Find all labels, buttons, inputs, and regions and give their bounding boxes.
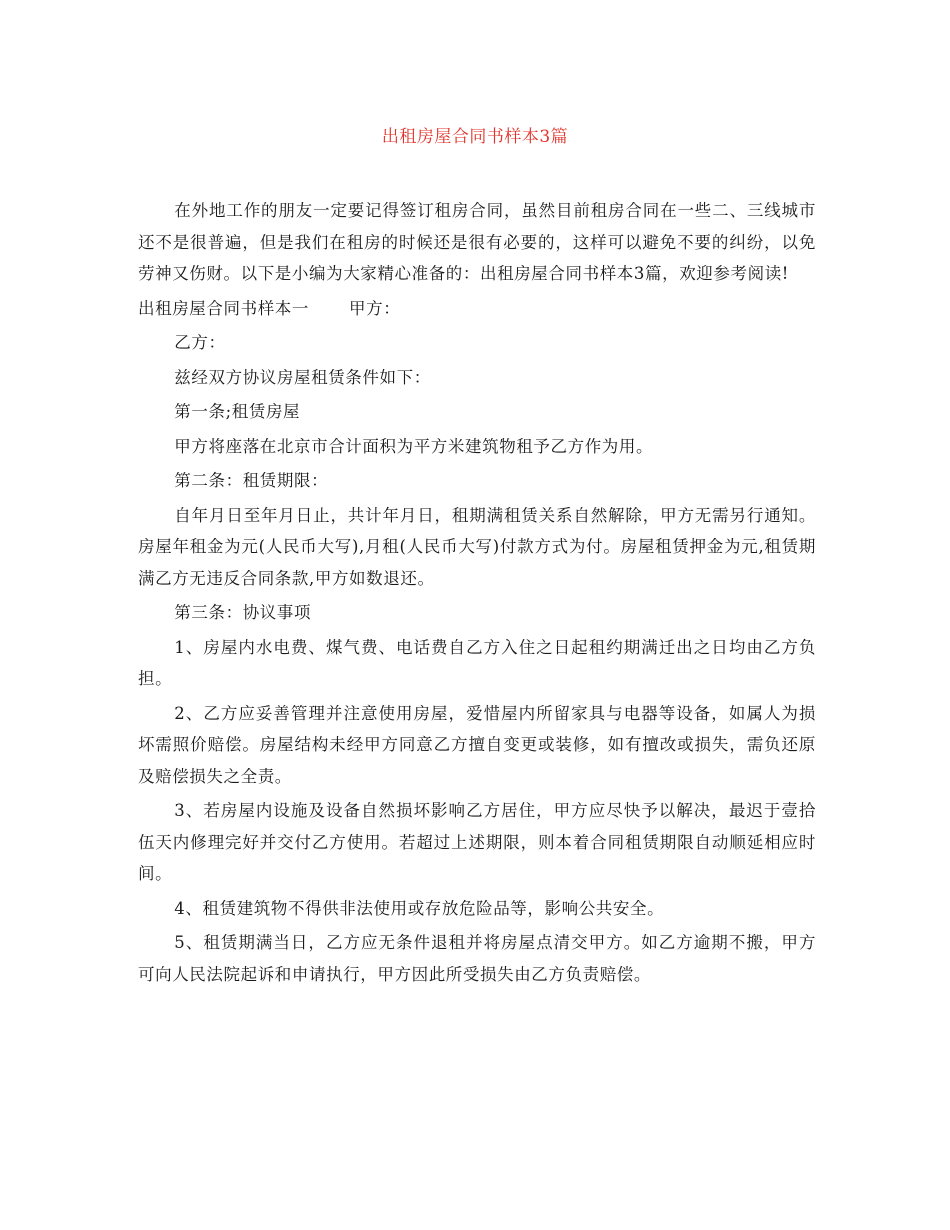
intro-paragraph: 在外地工作的朋友一定要记得签订租房合同，虽然目前租房合同在一些二、三线城市还不是很普遍，但是我们在租房的时候还是很有必要的，这样可以避免不要的纠纷，以免劳神又伤财。以下是小编为大家精心准备的：出租房屋合同书样本3篇，欢迎参考阅读! [138, 201, 816, 283]
agreement-intro: 兹经双方协议房屋租赁条件如下： [174, 367, 431, 387]
document-body [138, 195, 816, 993]
article3-item-2: 2、乙方应妥善管理并注意使用房屋，爱惜屋内所留家具与电器等设备，如属人为损坏需照价赔偿。房屋结构未经甲方同意乙方擅自变更或装修，如有擅改或损失，需负还原及赔偿损失之全责。 [138, 703, 816, 786]
party-b-label: 乙方： [174, 333, 226, 352]
article2-heading: 第二条：租赁期限： [174, 471, 329, 490]
document-title: 出租房屋合同书样本3篇 [381, 127, 569, 147]
article3-item-5: 5、租赁期满当日，乙方应无条件退租并将房屋点清交甲方。如乙方逾期不搬，甲方可向人民法院起诉和申请执行，甲方因此所受损失由乙方负责赔偿。 [138, 933, 816, 984]
party-a-label: 甲方： [349, 298, 401, 318]
article3-item-3: 3、若房屋内设施及设备自然损坏影响乙方居住，甲方应尽快予以解决，最迟于壹拾伍天内修理完好并交付乙方使用。若超过上述期限，则本着合同租赁期限自动顺延相应时间。 [138, 801, 816, 883]
article3-item-4: 4、租赁建筑物不得供非法使用或存放危险品等，影响公共安全。 [174, 898, 665, 918]
sample-heading-line [138, 293, 816, 325]
article1-text: 甲方将座落在北京市合计面积为平方米建筑物租予乙方作为用。 [174, 436, 654, 456]
article3-item-1: 1、房屋内水电费、煤气费、电话费自乙方入住之日起租约期满迁出之日均由乙方负担。 [138, 637, 816, 688]
article3-heading: 第三条：协议事项 [174, 603, 312, 622]
sample-heading: 出租房屋合同书样本一 [138, 298, 309, 318]
article1-heading: 第一条;租赁房屋 [174, 402, 301, 421]
article2-text: 自年月日至年月日止，共计年月日，租期满租赁关系自然解除，甲方无需另行通知。房屋年租金为元(人民币大写),月租(人民币大写)付款方式为付。房屋租赁押金为元,租赁期满乙方无违反合同条款,甲方如数退还。 [138, 505, 816, 588]
